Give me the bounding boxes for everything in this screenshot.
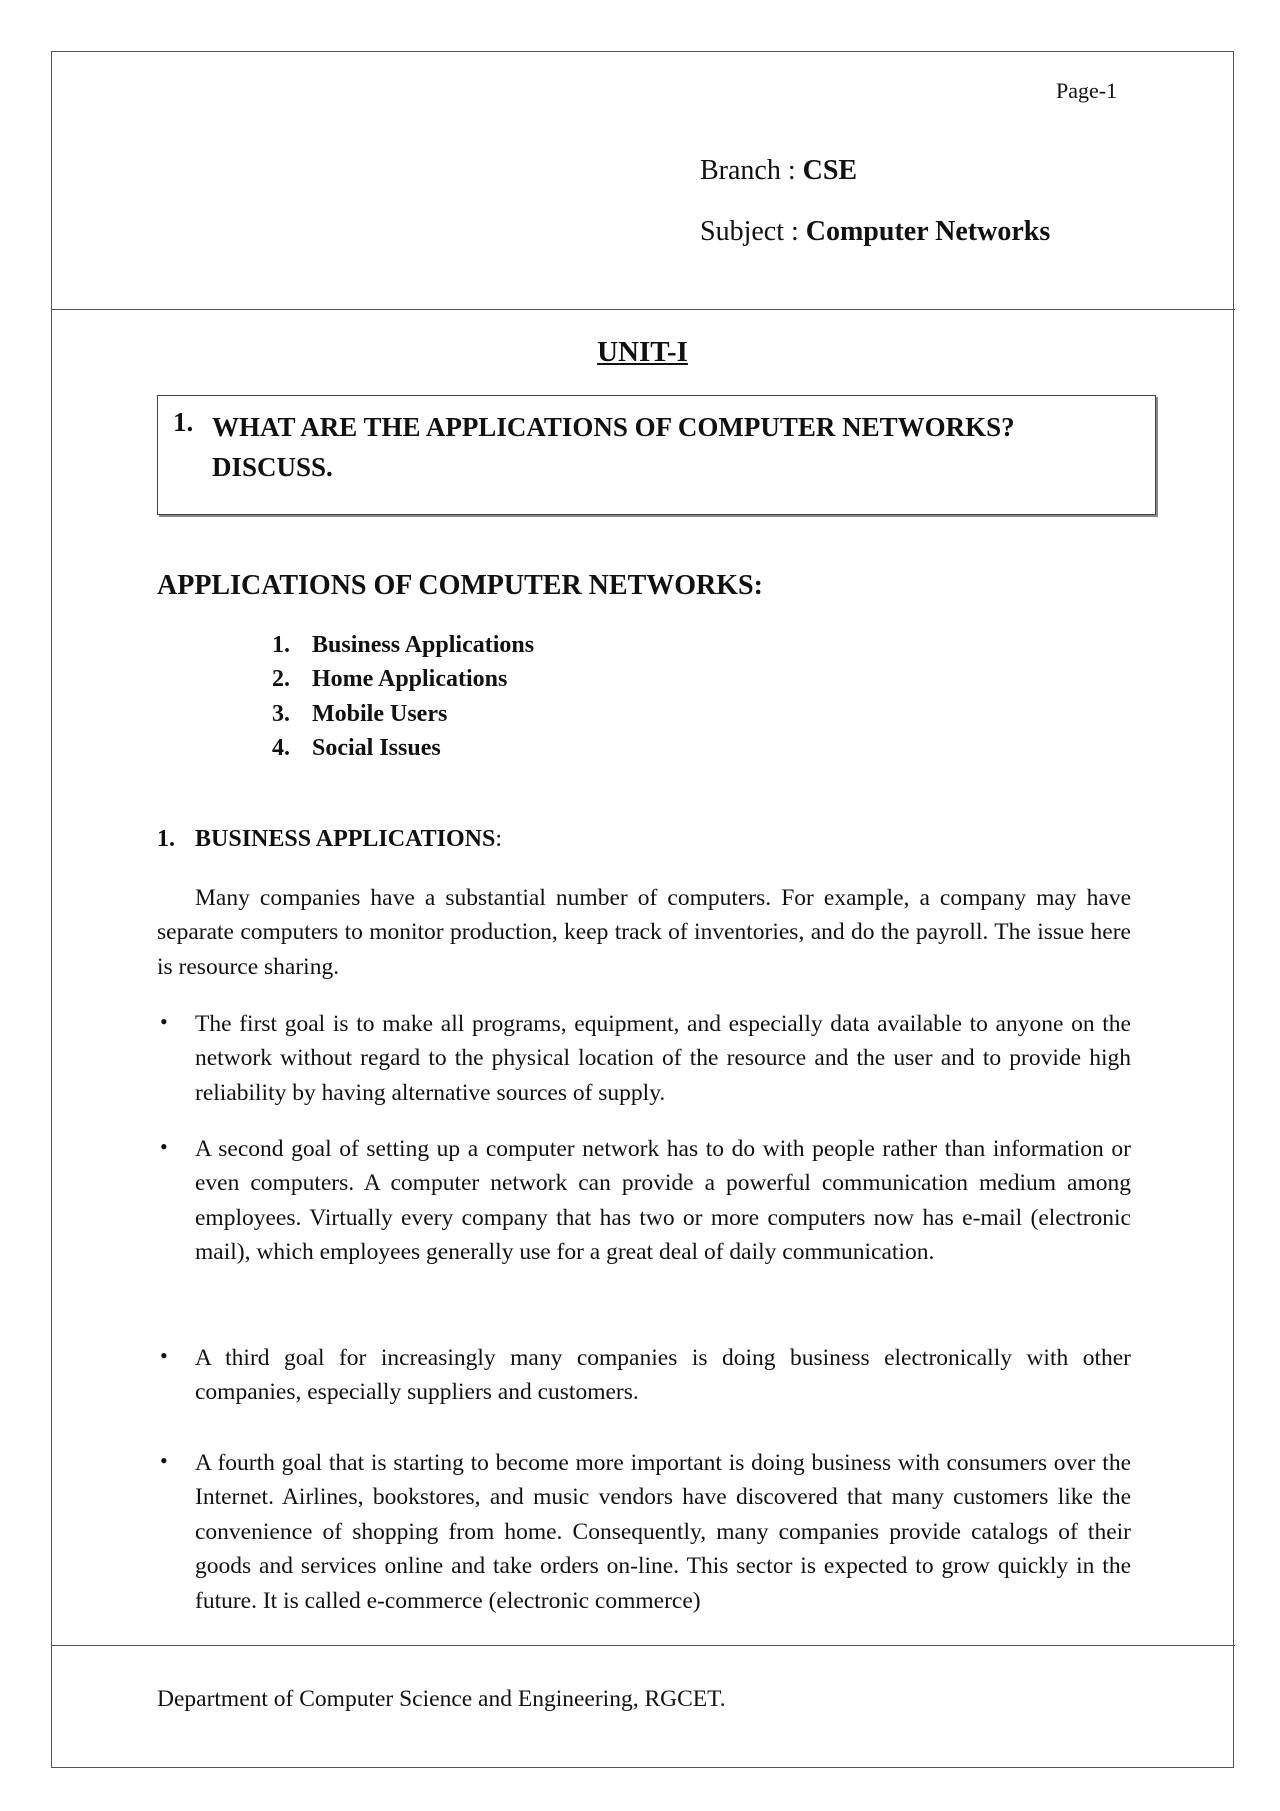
section-heading: APPLICATIONS OF COMPUTER NETWORKS: [157, 570, 763, 601]
intro-paragraph: Many companies have a substantial number of computers. For example, a company may have separate computers to monitor production, keep track of inventories, and do the payroll. The issue here is resource sharing. [157, 885, 1131, 980]
bullet-paragraph: A fourth goal that is starting to become more important is doing business with consumers over the Internet. Airlines, bookstores, and music vendors have discovered that many customers like the convenience of shopping from home. Consequently, many companies provide catalogs of their goods and services online and take orders on-line. This sector is expected to grow quickly in the future. It is called e-commerce (electronic commerce) [195, 1450, 1131, 1614]
list-item: 1. Business Applications [272, 632, 535, 658]
list-item: 2. Home Applications [272, 666, 508, 693]
branch-line [700, 155, 857, 187]
subject-line [700, 216, 1050, 248]
subject-label: Subject : [700, 216, 806, 247]
bullet-paragraph: A third goal for increasingly many companies is doing business electronically with other companies, especially suppliers and customers. [195, 1345, 1131, 1406]
subject-value: Computer Networks [805, 216, 1051, 247]
business-applications-heading: 1. BUSINESS APPLICATIONS: [157, 826, 502, 852]
page-number: Page-1 [1056, 78, 1118, 103]
unit-title: UNIT-I [597, 336, 688, 368]
question-number: 1. [173, 407, 194, 437]
footer-text: Department of Computer Science and Engineering, RGCET. [157, 1686, 726, 1712]
bullet-icon: • [160, 1448, 168, 1473]
question-text: WHAT ARE THE APPLICATIONS OF COMPUTER NETWORKS? DISCUSS. [212, 412, 1015, 482]
applications-list [272, 632, 534, 769]
list-item: 4. Social Issues [272, 734, 441, 761]
bullet-icon: • [160, 1009, 168, 1034]
bullet-paragraph: A second goal of setting up a computer network has to do with people rather than information or even computers. A computer network can provide a powerful communication medium among employees. Virtually every company that has two or more computers now has e-mail (electronic mail), which employees generally use for a great deal of daily communication. [195, 1136, 1131, 1266]
branch-label: Branch : [700, 155, 803, 186]
list-item: 3. Mobile Users [272, 700, 448, 727]
bullet-icon: • [160, 1343, 168, 1368]
header-divider [51, 309, 1235, 310]
bullet-icon: • [160, 1134, 168, 1159]
bullet-paragraph: The first goal is to make all programs, equipment, and especially data available to anyone on the network without regard to the physical location of the resource and the user and to provide high reliability by having alternative sources of supply. [195, 1011, 1131, 1106]
branch-value: CSE [802, 155, 858, 186]
footer-divider [51, 1645, 1235, 1646]
